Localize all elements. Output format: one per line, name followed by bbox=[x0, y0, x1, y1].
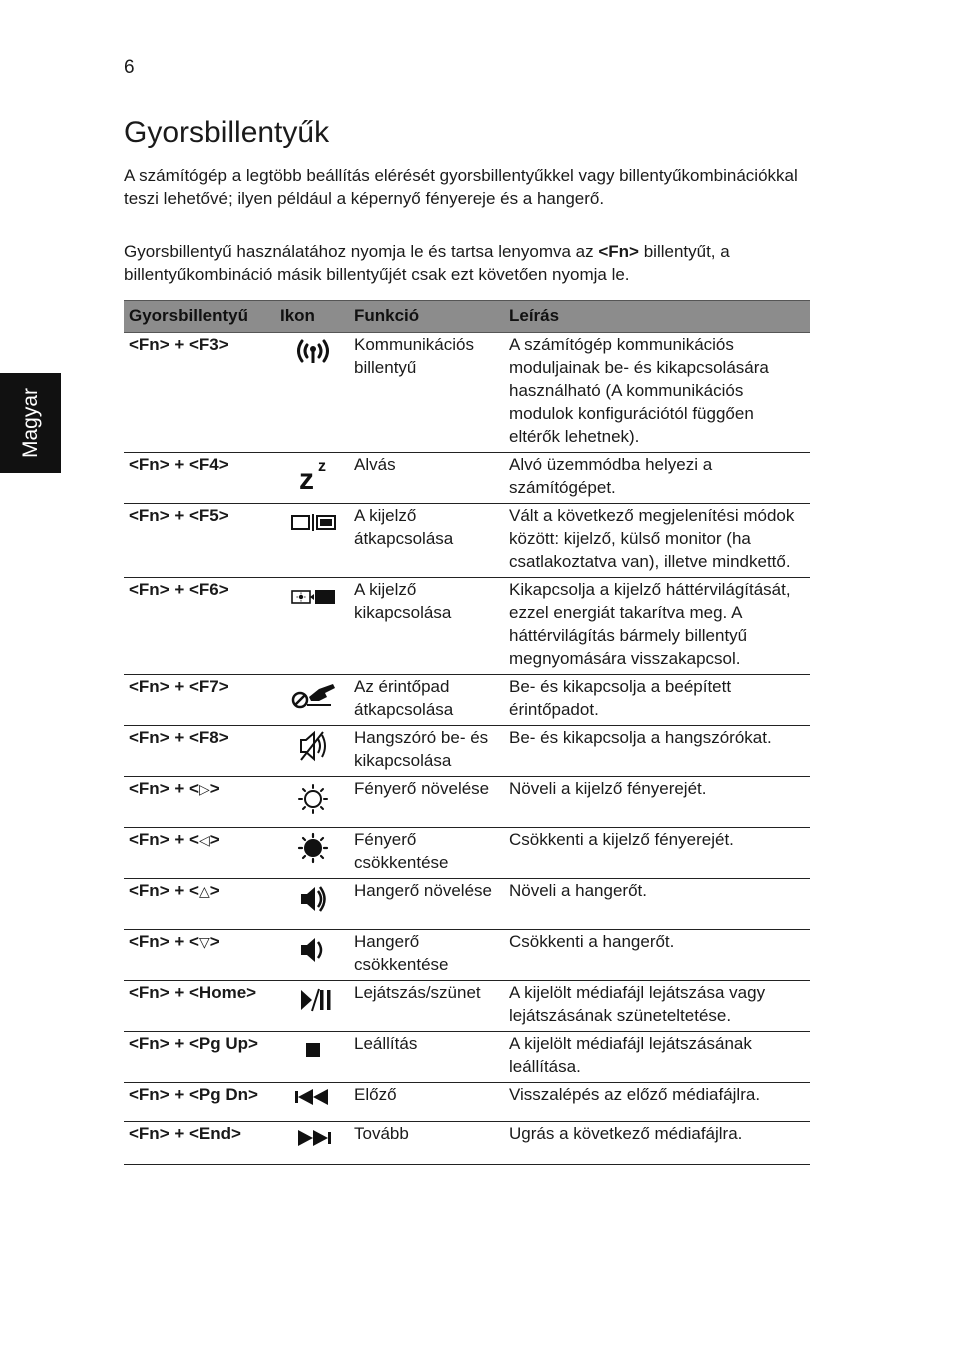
page-title: Gyorsbillentyűk bbox=[124, 116, 330, 149]
hotkey-cell: <Fn> + <End> bbox=[124, 1122, 275, 1165]
hotkey-cell: <Fn> + <Pg Dn> bbox=[124, 1083, 275, 1122]
table-row bbox=[124, 828, 810, 879]
table-row bbox=[124, 453, 810, 504]
display-switch-icon bbox=[289, 504, 337, 544]
description-cell: A kijelölt médiafájl lejátszása vagy lejátszásának szüneteltetése. bbox=[504, 981, 810, 1032]
previous-icon bbox=[289, 1083, 337, 1111]
table-row bbox=[124, 726, 810, 777]
function-cell: Kommunikációs billentyű bbox=[349, 333, 504, 453]
svg-text:z: z bbox=[317, 458, 326, 475]
hotkey-cell: <Fn> + <△> bbox=[124, 879, 275, 930]
stop-icon bbox=[289, 1032, 337, 1072]
volume-up-icon bbox=[289, 879, 337, 919]
table-header-row bbox=[124, 301, 810, 333]
table-row bbox=[124, 675, 810, 726]
hotkey-cell: <Fn> + <▷> bbox=[124, 777, 275, 828]
header-function: Funkció bbox=[349, 301, 504, 333]
table-row bbox=[124, 1032, 810, 1083]
touchpad-toggle-icon bbox=[289, 675, 337, 715]
hotkey-cell: <Fn> + <Pg Up> bbox=[124, 1032, 275, 1083]
table-row bbox=[124, 504, 810, 578]
function-cell: Fényerő csökkentése bbox=[349, 828, 504, 879]
function-cell: Fényerő növelése bbox=[349, 777, 504, 828]
speaker-toggle-icon bbox=[289, 726, 337, 766]
description-cell: Kikapcsolja a kijelző háttérvilágítását, ezzel energiát takarítva meg. A háttérvilágítás bármely billentyű megnyomására visszakapcsol. bbox=[504, 578, 810, 675]
left-arrow-key-symbol: ◁ bbox=[198, 832, 210, 848]
function-cell: Tovább bbox=[349, 1122, 504, 1165]
page-number: 6 bbox=[124, 57, 135, 78]
fn-key-text: <Fn> bbox=[598, 242, 639, 261]
function-cell: Lejátszás/szünet bbox=[349, 981, 504, 1032]
function-cell: Előző bbox=[349, 1083, 504, 1122]
description-cell: A számítógép kommunikációs moduljainak be- és kikapcsolására használható (A kommunikációs modulok konfigurációtól függően eltérők lehetnek). bbox=[504, 333, 810, 453]
description-cell: Alvó üzemmódba helyezi a számítógépet. bbox=[504, 453, 810, 504]
function-cell: Alvás bbox=[349, 453, 504, 504]
function-cell: A kijelző átkapcsolása bbox=[349, 504, 504, 578]
hotkey-cell: <Fn> + <F7> bbox=[124, 675, 275, 726]
table-row bbox=[124, 981, 810, 1032]
table-row bbox=[124, 777, 810, 828]
next-icon bbox=[289, 1122, 337, 1154]
right-arrow-key-symbol: ▷ bbox=[198, 781, 210, 797]
language-side-tab bbox=[0, 373, 61, 473]
description-cell: Növeli a kijelző fényerejét. bbox=[504, 777, 810, 828]
description-cell: Ugrás a következő médiafájlra. bbox=[504, 1122, 810, 1165]
hotkey-cell: <Fn> + <F5> bbox=[124, 504, 275, 578]
svg-text:z: z bbox=[298, 463, 314, 493]
function-cell: Hangerő növelése bbox=[349, 879, 504, 930]
sleep-icon bbox=[289, 453, 337, 493]
header-description: Leírás bbox=[504, 301, 810, 333]
intro-paragraph-fn: Gyorsbillentyű használatához nyomja le és tartsa lenyomva az <Fn> billentyűt, a billentyűkombináció másik billentyűjét csak ezt követően nyomja le. bbox=[124, 242, 730, 284]
table-row bbox=[124, 879, 810, 930]
header-hotkey: Gyorsbillentyű bbox=[124, 301, 275, 333]
hotkey-cell: <Fn> + <▽> bbox=[124, 930, 275, 981]
table-row bbox=[124, 333, 810, 453]
hotkey-cell: <Fn> + <F3> bbox=[124, 333, 275, 453]
language-side-tab-label: Magyar bbox=[18, 387, 42, 459]
hotkey-cell: <Fn> + <◁> bbox=[124, 828, 275, 879]
description-cell: Növeli a hangerőt. bbox=[504, 879, 810, 930]
table-row bbox=[124, 1122, 810, 1165]
table-row bbox=[124, 930, 810, 981]
header-icon: Ikon bbox=[275, 301, 349, 333]
description-cell: Vált a következő megjelenítési módok között: kijelző, külső monitor (ha csatlakoztatva van), illetve mindkettő. bbox=[504, 504, 810, 578]
description-cell: Be- és kikapcsolja a hangszórókat. bbox=[504, 726, 810, 777]
description-cell: Csökkenti a kijelző fényerejét. bbox=[504, 828, 810, 879]
wireless-icon bbox=[289, 333, 337, 373]
function-cell: Hangszóró be- és kikapcsolása bbox=[349, 726, 504, 777]
function-cell: Leállítás bbox=[349, 1032, 504, 1083]
table-row bbox=[124, 1083, 810, 1122]
brightness-up-icon bbox=[289, 777, 337, 817]
function-cell: Az érintőpad átkapcsolása bbox=[349, 675, 504, 726]
brightness-down-icon bbox=[289, 828, 337, 868]
up-arrow-key-symbol: △ bbox=[198, 883, 210, 899]
hotkey-cell: <Fn> + <F8> bbox=[124, 726, 275, 777]
description-cell: Csökkenti a hangerőt. bbox=[504, 930, 810, 981]
hotkey-table bbox=[124, 300, 810, 1165]
down-arrow-key-symbol: ▽ bbox=[198, 934, 210, 950]
hotkey-cell: <Fn> + <F4> bbox=[124, 453, 275, 504]
intro-paragraph: A számítógép a legtöbb beállítás elérését gyorsbillentyűkkel vagy billentyűkombinációkkal teszi lehetővé; ilyen például a képernyő fényereje és a hangerő. bbox=[124, 166, 798, 208]
hotkey-cell: <Fn> + <Home> bbox=[124, 981, 275, 1032]
hotkey-cell: <Fn> + <F6> bbox=[124, 578, 275, 675]
description-cell: Be- és kikapcsolja a beépített érintőpadot. bbox=[504, 675, 810, 726]
description-cell: Visszalépés az előző médiafájlra. bbox=[504, 1083, 810, 1122]
function-cell: Hangerő csökkentése bbox=[349, 930, 504, 981]
function-cell: A kijelző kikapcsolása bbox=[349, 578, 504, 675]
description-cell: A kijelölt médiafájl lejátszásának leállítása. bbox=[504, 1032, 810, 1083]
display-off-icon bbox=[289, 578, 337, 618]
volume-down-icon bbox=[289, 930, 337, 970]
table-row bbox=[124, 578, 810, 675]
play-pause-icon bbox=[289, 981, 337, 1021]
